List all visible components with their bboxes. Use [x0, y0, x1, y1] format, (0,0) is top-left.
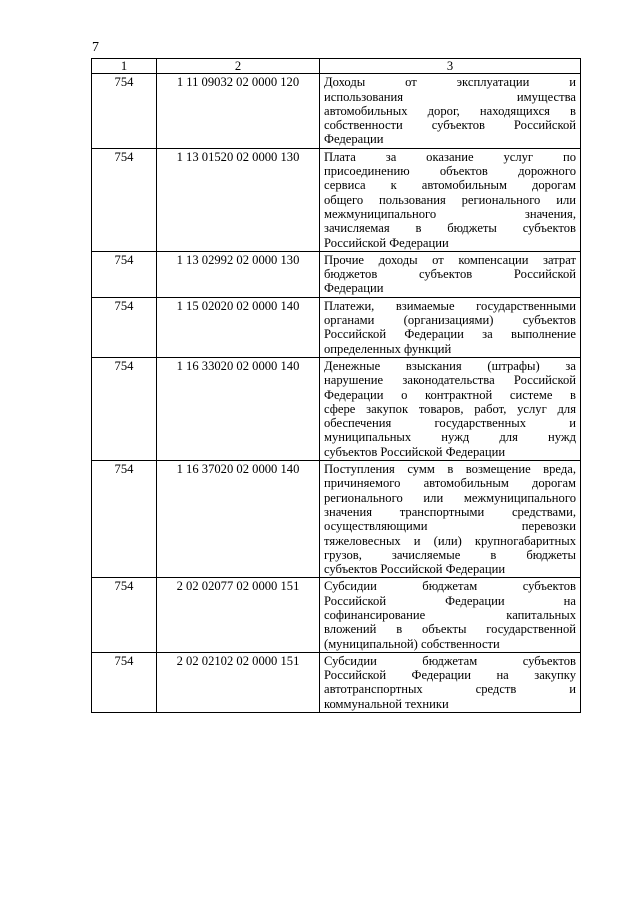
page-number: 7 [92, 40, 99, 55]
description-line: Федерации о контрактной системе в [324, 387, 576, 402]
description-line: Денежные взыскания (штрафы) за [324, 358, 576, 373]
description-line: Российской Федерации за выполнение [324, 327, 576, 342]
description-line: Платежи, взимаемые государственными [324, 298, 576, 313]
description-cell [320, 251, 581, 297]
description-line: Федерации [324, 132, 384, 147]
kbk-code-cell: 1 13 02992 02 0000 130 [157, 251, 320, 297]
description-line: зачисляемая в бюджеты субъектов [324, 221, 576, 236]
description-line: грузов, зачисляемые в бюджеты [324, 547, 576, 562]
description-line: Плата за оказание услуг по [324, 149, 576, 164]
description-line: общего пользования регионального или [324, 192, 576, 207]
admin-code-cell: 754 [92, 148, 157, 251]
table-row [92, 652, 581, 712]
description-line: бюджетов субъектов Российской [324, 267, 576, 282]
description-line: автотранспортных средств и [324, 682, 576, 697]
description-cell [320, 74, 581, 148]
column-header-3: 3 [320, 59, 581, 74]
description-line: Субсидии бюджетам субъектов [324, 579, 576, 594]
table-row [92, 461, 581, 578]
description-line: сфере закупок товаров, работ, услуг для [324, 401, 576, 416]
kbk-code-cell: 2 02 02102 02 0000 151 [157, 652, 320, 712]
description-line: межмуниципального значения, [324, 206, 576, 221]
table-body [92, 74, 581, 713]
description-line: собственности субъектов Российской [324, 118, 576, 133]
description-line: Российской Федерации на [324, 593, 576, 608]
admin-code-cell: 754 [92, 652, 157, 712]
column-header-2: 2 [157, 59, 320, 74]
description-line: (муниципальной) собственности [324, 636, 500, 651]
admin-code-cell: 754 [92, 461, 157, 578]
description-line: субъектов Российской Федерации [324, 562, 506, 577]
description-line: регионального или межмуниципального [324, 490, 576, 505]
admin-code-cell: 754 [92, 251, 157, 297]
description-line: Федерации [324, 281, 384, 296]
kbk-code-cell: 1 13 01520 02 0000 130 [157, 148, 320, 251]
description-cell [320, 148, 581, 251]
kbk-code-cell: 1 16 33020 02 0000 140 [157, 357, 320, 460]
description-line: вложений в объекты государственной [324, 622, 576, 637]
table-row [92, 357, 581, 460]
description-line: Субсидии бюджетам субъектов [324, 653, 576, 668]
description-line: автомобильных дорог, находящихся в [324, 103, 576, 118]
kbk-code-cell: 2 02 02077 02 0000 151 [157, 578, 320, 652]
description-line: осуществляющими перевозки [324, 519, 576, 534]
admin-code-cell: 754 [92, 74, 157, 148]
description-line: тяжеловесных и (или) крупногабаритных [324, 533, 576, 548]
description-cell [320, 297, 581, 357]
table-row [92, 297, 581, 357]
description-line: значения транспортными средствами, [324, 504, 576, 519]
description-line: муниципальных нужд для нужд [324, 430, 576, 445]
kbk-code-cell: 1 11 09032 02 0000 120 [157, 74, 320, 148]
description-line: софинансирование капитальных [324, 607, 576, 622]
table-row [92, 251, 581, 297]
description-line: Российской Федерации на закупку [324, 668, 576, 683]
table-row [92, 148, 581, 251]
table-row [92, 74, 581, 148]
description-cell [320, 578, 581, 652]
description-cell [320, 461, 581, 578]
description-line: использования имущества [324, 89, 576, 104]
description-cell [320, 652, 581, 712]
description-line: субъектов Российской Федерации [324, 444, 506, 459]
table-row [92, 578, 581, 652]
column-header-1: 1 [92, 59, 157, 74]
description-line: Российской Федерации [324, 235, 449, 250]
description-line: присоединению объектов дорожного [324, 164, 576, 179]
table-header-row [92, 59, 581, 74]
description-line: органами (организациями) субъектов [324, 313, 576, 328]
description-line: Доходы от эксплуатации и [324, 75, 576, 90]
kbk-code-cell: 1 16 37020 02 0000 140 [157, 461, 320, 578]
description-line: обеспечения государственных и [324, 416, 576, 431]
description-line: Поступления сумм в возмещение вреда, [324, 462, 576, 477]
description-line: нарушение законодательства Российской [324, 373, 576, 388]
kbk-code-cell: 1 15 02020 02 0000 140 [157, 297, 320, 357]
budget-codes-table [91, 58, 581, 713]
admin-code-cell: 754 [92, 357, 157, 460]
admin-code-cell: 754 [92, 297, 157, 357]
admin-code-cell: 754 [92, 578, 157, 652]
description-line: Прочие доходы от компенсации затрат [324, 252, 576, 267]
description-line: сервиса к автомобильным дорогам [324, 178, 576, 193]
description-line: причиняемого автомобильным дорогам [324, 476, 576, 491]
description-cell [320, 357, 581, 460]
description-line: коммунальной техники [324, 696, 449, 711]
description-line: определенных функций [324, 341, 452, 356]
